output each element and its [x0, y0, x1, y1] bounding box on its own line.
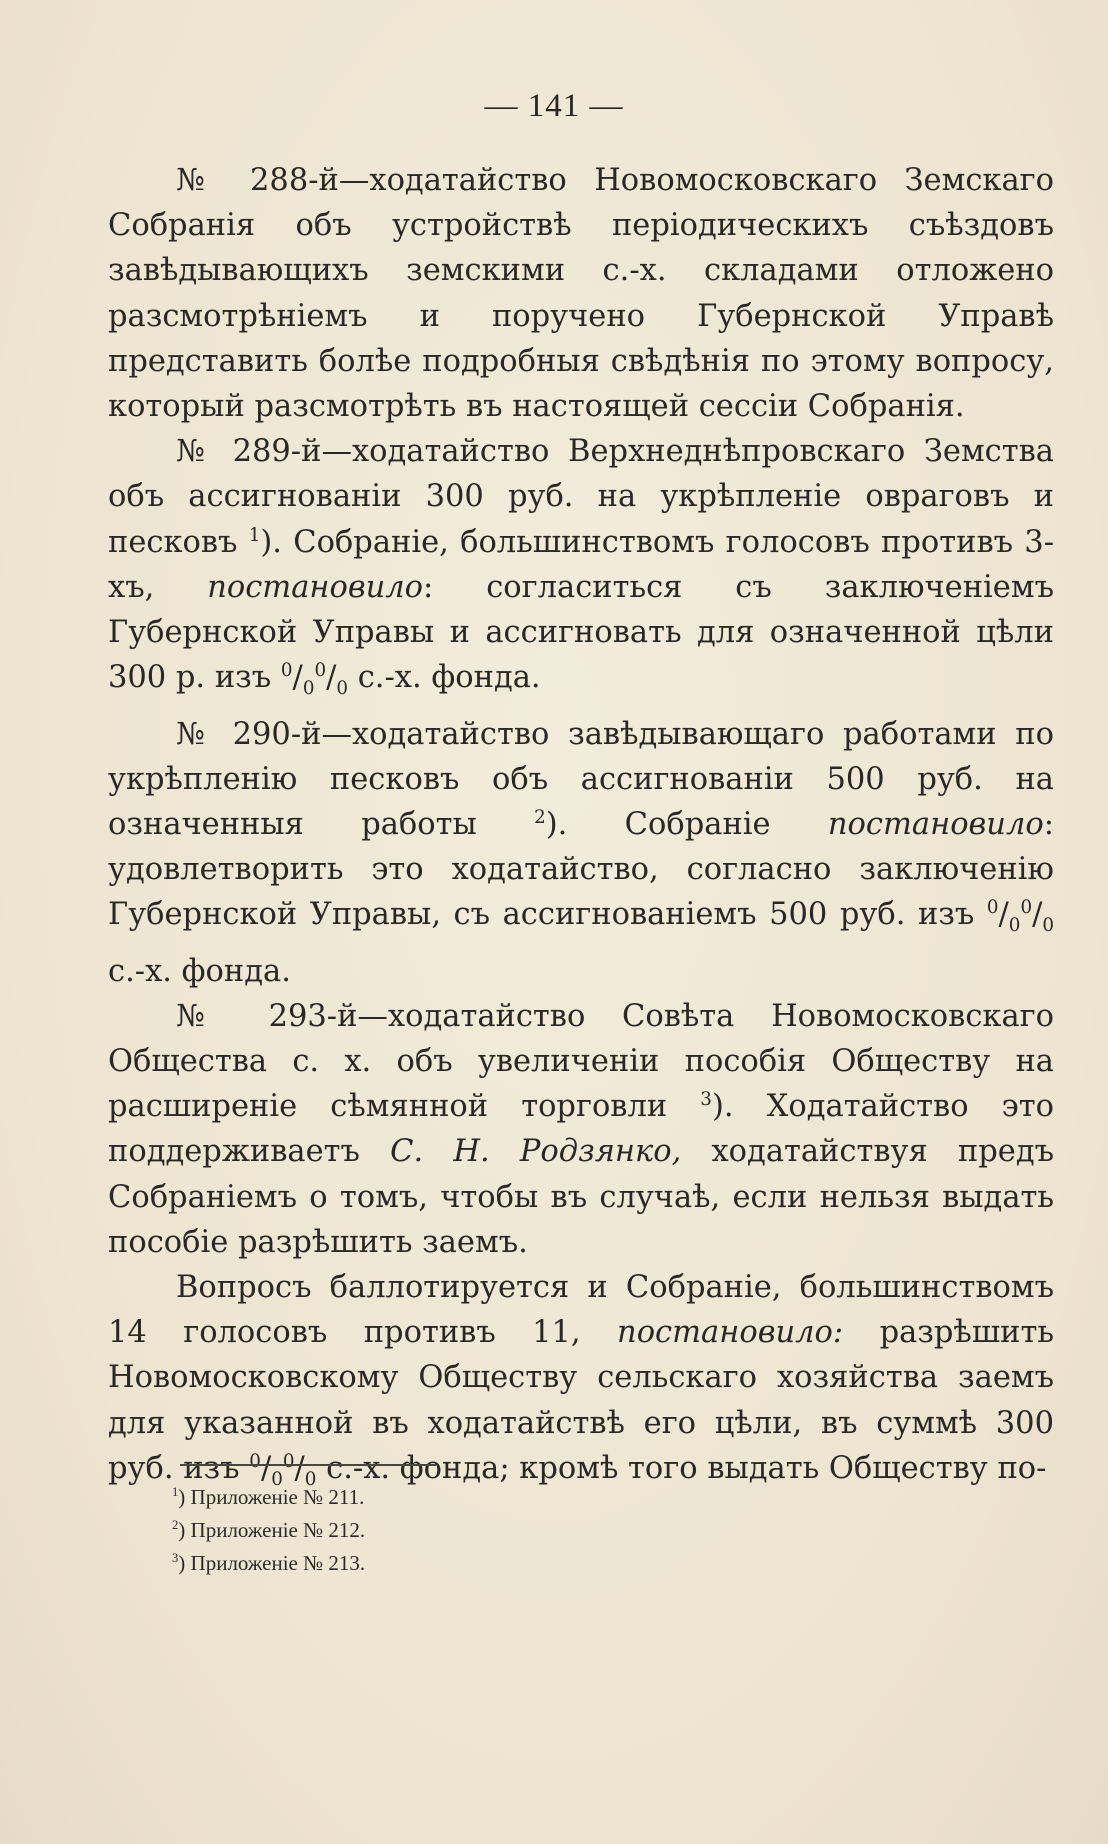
footnote-text: ) Приложеніе № 211.	[178, 1485, 365, 1509]
italic-text: постановило:	[617, 1315, 844, 1351]
footnote-text: ) Приложеніе № 213.	[178, 1551, 366, 1575]
text-run: № 288-й—ходатайство Новомосковскаго Земскаго Собранія объ устройствѣ періодическихъ съѣздовъ завѣдывающихъ земскими с.-х. складами отложено разсмотрѣніемъ и поручено Губернской Управѣ представить болѣе подробныя свѣдѣнія по этому вопросу, который разсмотрѣть въ настоящей сессіи Собранія.	[108, 163, 1054, 425]
text-run: № 293-й—ходатайство Совѣта Новомосковскаго Общества с. х. объ увеличеніи пособія Обществу на расширеніе сѣмянной торговли	[108, 998, 1054, 1125]
subscript: 0	[336, 678, 349, 700]
text-run: разрѣшить Новомосковскому Обществу сельскаго хозяйства заемъ для указанной въ ходатайствѣ его цѣли, въ суммѣ 300 руб. изъ	[108, 1315, 1054, 1486]
text-run: с.-х. фонда.	[108, 953, 291, 989]
footnote	[172, 1514, 365, 1547]
footnote-mark: 1	[172, 1485, 179, 1499]
footnote-mark: 3	[172, 1551, 179, 1565]
text-run: № 289-й—ходатайство Верхнеднѣпровскаго Земства объ ассигнованіи 300 руб. на укрѣпленіе овраговъ и песковъ	[108, 434, 1054, 560]
italic-text: С. Н. Родзянко,	[390, 1134, 682, 1170]
paragraph	[108, 994, 1054, 1265]
subscript: 0	[1008, 915, 1021, 937]
superscript: 0	[1020, 897, 1033, 919]
text-run: /	[260, 1450, 272, 1486]
superscript: 0	[314, 660, 327, 682]
subscript: 0	[304, 1468, 317, 1490]
text-run: /	[292, 660, 303, 696]
paragraph	[108, 429, 1054, 711]
footnote-text: ) Приложеніе № 212.	[178, 1518, 366, 1542]
paragraph	[108, 1265, 1054, 1502]
italic-text: постановило	[207, 569, 424, 605]
text-run: /	[998, 897, 1009, 933]
text-run: ). Собраніе	[545, 806, 828, 842]
text-run: : удовлетворить это ходатайство, согласно заключенію Губернской Управы, съ ассигнованіемъ 500 руб. изъ	[108, 806, 1055, 933]
paragraph	[108, 712, 1054, 994]
text-run: ). Собраніе, большинствомъ голосовъ противъ 3-хъ,	[108, 524, 1055, 605]
footnote-separator	[180, 1464, 436, 1466]
text-run: ходатайствуя предъ Собраніемъ о томъ, чтобы въ случаѣ, если нельзя выдать пособіе разрѣшить заемъ.	[108, 1134, 1054, 1260]
footnote-mark: 2	[172, 1518, 179, 1532]
footnote	[172, 1481, 365, 1514]
superscript: 0	[282, 1450, 295, 1472]
superscript: 3	[700, 1089, 712, 1111]
text-run: с.-х. фонда; кромѣ того выдать Обществу по-	[316, 1450, 1047, 1486]
text-run: /	[294, 1450, 305, 1486]
italic-text: постановило	[827, 806, 1044, 842]
footnotes	[172, 1481, 365, 1580]
text-run: : согласиться съ заключеніемъ Губернской Управы и ассигновать для означенной цѣли 300 р. изъ	[108, 569, 1054, 696]
superscript: 2	[534, 806, 546, 828]
superscript: 0	[249, 1450, 261, 1472]
subscript: 0	[302, 678, 315, 700]
superscript: 1	[248, 524, 261, 546]
main-text	[108, 158, 1054, 1502]
subscript: 0	[271, 1468, 283, 1490]
paragraph	[108, 158, 1054, 429]
text-run: Вопросъ баллотируется и Собраніе, большинствомъ 14 голосовъ противъ 11,	[108, 1270, 1054, 1351]
subscript: 0	[1042, 915, 1054, 937]
superscript: 0	[986, 897, 999, 919]
text-run: ). Ходатайство это поддерживаетъ	[108, 1089, 1054, 1170]
text-run: № 290-й—ходатайство завѣдывающаго работами по укрѣпленію песковъ объ ассигнованіи 500 руб. на означенныя работы	[108, 716, 1054, 842]
superscript: 0	[280, 660, 293, 682]
text-run: /	[1032, 897, 1043, 933]
page-number: — 141 —	[484, 88, 624, 124]
text-run: с.-х. фонда.	[348, 660, 541, 696]
footnote	[172, 1547, 365, 1580]
text-run: /	[326, 660, 337, 696]
